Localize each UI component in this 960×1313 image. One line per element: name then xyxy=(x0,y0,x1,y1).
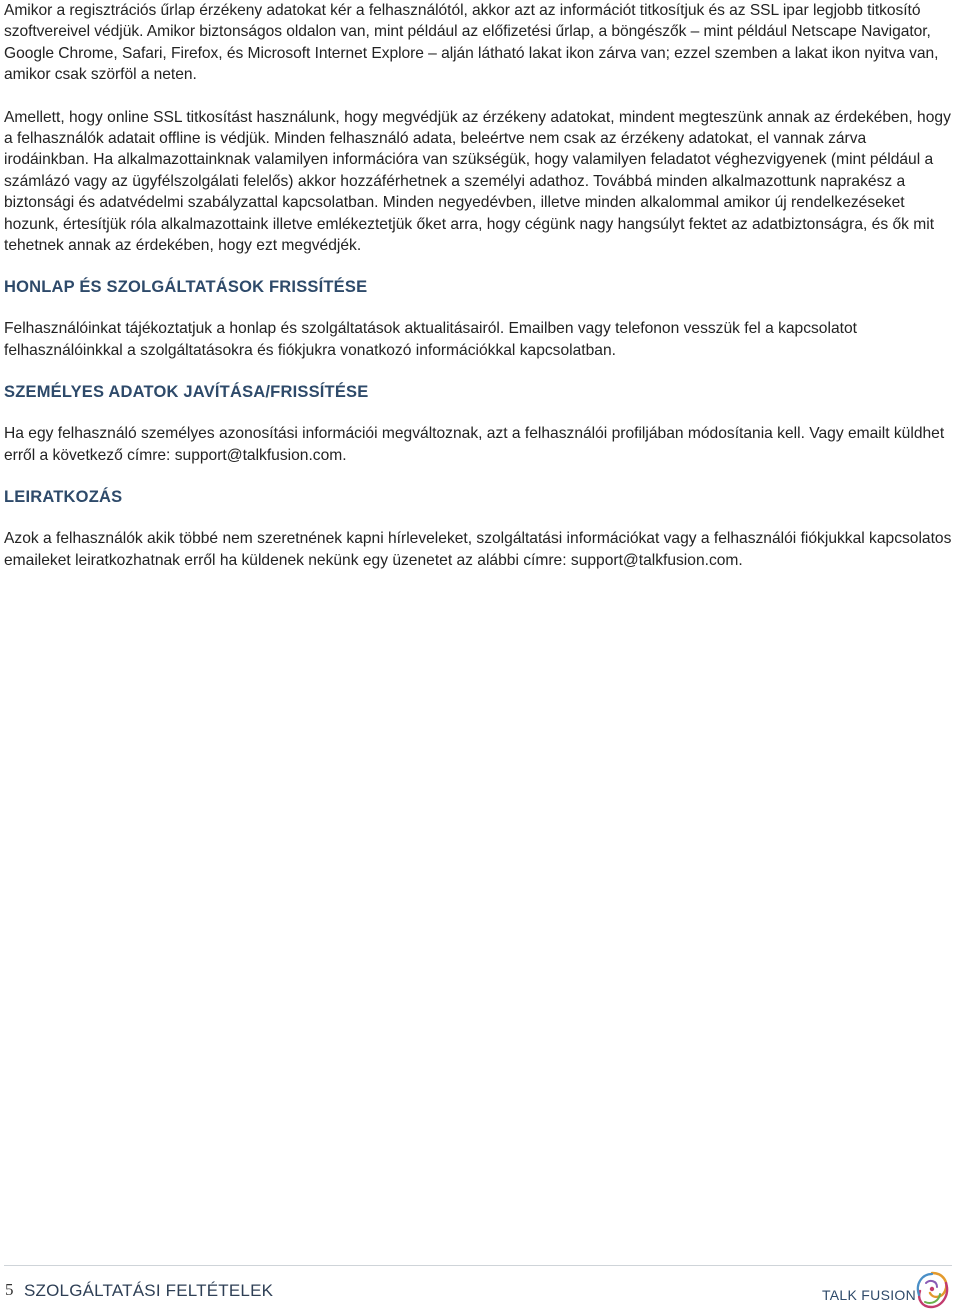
paragraph-ssl-intro: Amikor a regisztrációs űrlap érzékeny adatokat kér a felhasználótól, akkor azt az információt titkosítjuk és az SSL ipar legjobb titkosító szoftvereivel védjük. Amikor biztonságos oldalon van, mint például az előfizetési űrlap, a böngészők – mint például Netscape Navigator, Google Chrome, Safari, Firefox, és Microsoft Internet Explore – alján látható lakat ikon zárva van; ezzel szemben a lakat ikon nyitva van, amikor csak szörföl a neten. xyxy=(4,2,939,84)
paragraph-site-updates: Felhasználóinkat tájékoztatjuk a honlap és szolgáltatások aktualitásairól. Emailben vagy telefonon vesszük fel a kapcsolatot felhasználóinkkal a szolgáltatásokra és fiókjukra vonatkozó információkkal kapcsolatban. xyxy=(4,320,857,359)
brand-name: TALK FUSION xyxy=(821,1287,916,1303)
paragraph-unsubscribe: Azok a felhasználók akik többé nem szeretnének kapni hírleveleket, szolgáltatási információkat vagy a felhasználói fiókjukkal kapcsolatos emaileket leiratkozhatnak erről ha küldenek nekünk egy üzenetet az alábbi címre: support@talkfusion.com. xyxy=(4,530,952,569)
heading-unsubscribe: LEIRATKOZÁS xyxy=(4,488,123,507)
heading-personal-data: SZEMÉLYES ADATOK JAVÍTÁSA/FRISSÍTÉSE xyxy=(4,383,369,402)
heading-site-updates: HONLAP ÉS SZOLGÁLTATÁSOK FRISSÍTÉSE xyxy=(4,278,368,297)
paragraph-personal-data: Ha egy felhasználó személyes azonosítási információi megváltoznak, azt a felhasználói profiljában módosítania kell. Vagy emailt küldhet erről a következő címre: support@talkfusion.com. xyxy=(4,425,945,464)
paragraph-offline-security: Amellett, hogy online SSL titkosítást használunk, hogy megvédjük az érzékeny adatokat, mindent megteszünk annak az érdekében, hogy a felhasználók adatait offline is védjük. Minden felhasználó adata, beleértve nem csak az érzékeny adatokat, el vannak zárva irodáinkban. Ha alkalmazottainknak valamilyen információra van szükségük, hogy valamilyen feladatot véghezvigyenek (mint például a számlázó vagy az ügyfélszolgálati felelős) akkor hozzáférhetnek a személyi adathoz. Továbbá minden alkalmazottunk naprakész a biztonsági és adatvédelmi szabályzattal kapcsolatban. Minden negyedévben, illetve minden alkalommal amikor új rendelkezéseket hozunk, értesítjük róla alkalmazottaink illetve emlékeztetjük őket arra, hogy cégünk nagy hangsúlyt fektet az adatbiztonságra, és ők mit tehetnek annak az érdekében, hogy ezt megvédjék. xyxy=(4,108,951,255)
brand-logo xyxy=(822,1269,952,1311)
footer-divider xyxy=(4,1265,952,1266)
footer-title: SZOLGÁLTATÁSI FELTÉTELEK xyxy=(24,1281,274,1300)
page-number: 5 xyxy=(5,1280,14,1299)
document-page xyxy=(4,0,952,571)
page-footer xyxy=(0,1265,960,1313)
talk-fusion-swirl-icon xyxy=(912,1269,952,1311)
